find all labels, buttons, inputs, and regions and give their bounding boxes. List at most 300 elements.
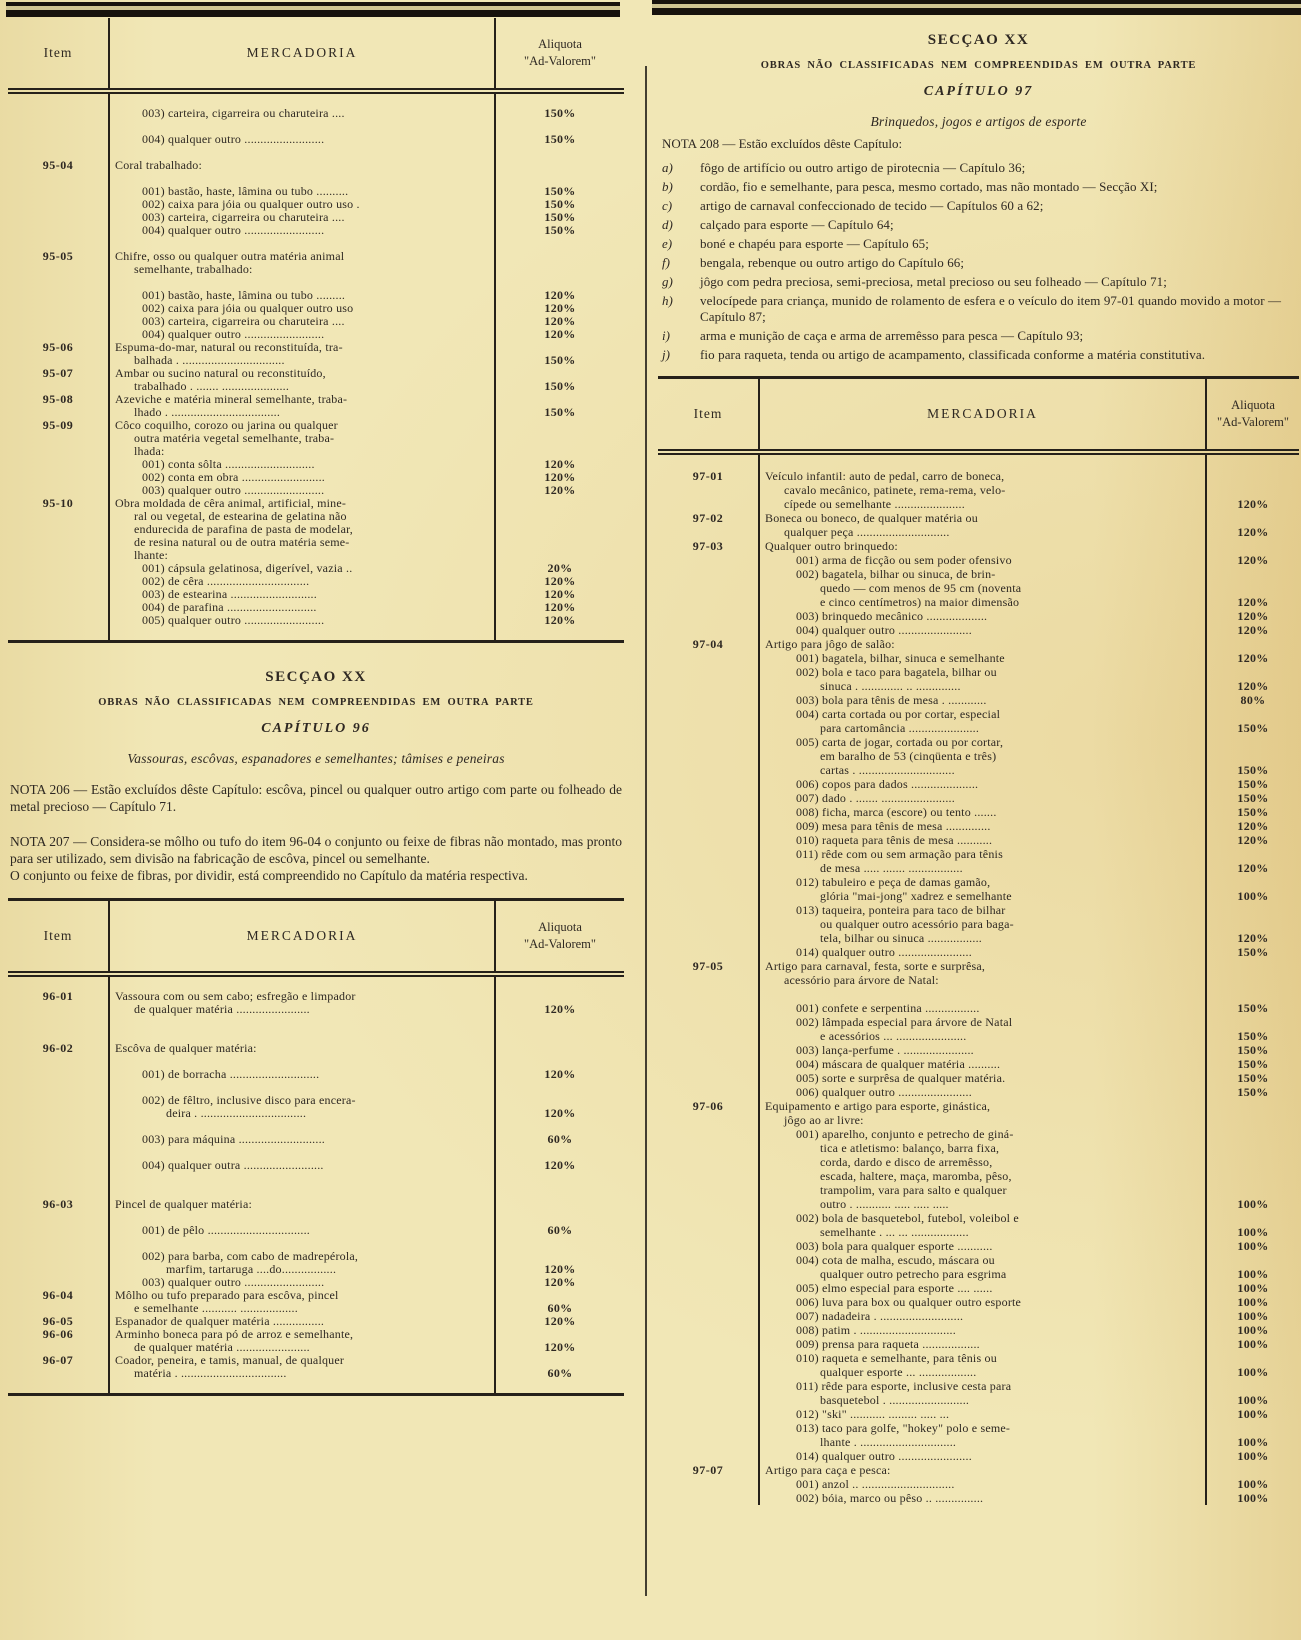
merchandise-text: 001) de pêlo ................................ [108, 1224, 496, 1237]
column-header-item [658, 379, 758, 449]
table-row [658, 525, 1299, 539]
column-header-mercadoria-label: MERCADORIA [246, 45, 358, 60]
rate-value: 120% [1237, 819, 1269, 833]
item-number [658, 1057, 758, 1071]
table-row [658, 1477, 1299, 1491]
table-row [658, 1421, 1299, 1435]
item-number [658, 1393, 758, 1407]
item-number: 95-04 [42, 158, 74, 172]
merchandise-text: 004) qualquer outro ......................... [108, 224, 496, 237]
merchandise-text: 008) patim . .............................. [758, 1323, 1207, 1337]
item-number [8, 627, 108, 640]
merchandise-text: balhada . ................................ [108, 354, 496, 367]
table-row [8, 1029, 624, 1042]
exclusion-text: jôgo com pedra preciosa, semi-preciosa, metal precioso ou seu folheado — Capítulo 71; [700, 274, 1167, 289]
rate-value: 120% [1237, 833, 1269, 847]
table-row [8, 1120, 624, 1133]
item-number [658, 1253, 758, 1267]
table-row [8, 224, 624, 237]
item-number [658, 623, 758, 637]
merchandise-text: 003) qualquer outro ......................... [108, 1276, 496, 1289]
table-row [8, 471, 624, 484]
rate-value: 120% [544, 1002, 576, 1016]
column-header-aliquota [496, 18, 624, 88]
item-number [658, 1127, 758, 1141]
merchandise-text [108, 1081, 496, 1094]
item-number [658, 1197, 758, 1211]
merchandise-text: qualquer peça ............................. [758, 525, 1207, 539]
merchandise-text [108, 1237, 496, 1250]
column-header-item [8, 901, 108, 971]
rate-value: 150% [1237, 777, 1269, 791]
table-row [8, 588, 624, 601]
column-header-aliquota [1207, 379, 1299, 449]
item-number [658, 651, 758, 665]
table-row [658, 1393, 1299, 1407]
rate-value: 150% [1237, 1029, 1269, 1043]
section-subtitle: OBRAS NÃO CLASSIFICADAS NEM COMPREENDIDAS EM OUTRA PARTE [98, 697, 534, 708]
rate-value: 120% [1237, 861, 1269, 875]
merchandise-text: 002) bagatela, bilhar ou sinuca, de brin- [758, 567, 1207, 581]
tariff-table-chapter-95 [8, 18, 624, 640]
rate-value: 100% [1237, 1281, 1269, 1295]
rate-value: 150% [1237, 1057, 1269, 1071]
rate-value: 100% [1237, 889, 1269, 903]
column-header-mercadoria-label: MERCADORIA [927, 406, 1038, 421]
merchandise-text [758, 987, 1207, 1001]
exclusion-text: calçado para esporte — Capítulo 64; [700, 217, 894, 232]
merchandise-text [108, 1016, 496, 1029]
rate-value [1207, 581, 1299, 595]
table-row [8, 1315, 624, 1328]
merchandise-text: Espuma-do-mar, natural ou reconstituída, tra- [108, 341, 496, 354]
merchandise-text: 004) qualquer outro ....................... [758, 623, 1207, 637]
table-row [8, 1224, 624, 1237]
table-row [8, 562, 624, 575]
section-title: SECÇAO XX [927, 32, 1030, 48]
table-body [8, 977, 624, 1393]
item-number: 97-05 [692, 959, 724, 973]
rate-value [1207, 749, 1299, 763]
item-number [658, 1323, 758, 1337]
table-row [658, 469, 1299, 483]
aliquota-label-line2: "Ad-Valorem" [524, 54, 596, 68]
nota-208: NOTA 208 — Estão excluídos dêste Capítulo: [662, 136, 903, 151]
item-number [658, 707, 758, 721]
table-row [658, 539, 1299, 553]
table-row [658, 707, 1299, 721]
merchandise-text: tica e atletismo: balanço, barra fixa, [758, 1141, 1207, 1155]
chapter-title: CAPÍTULO 96 [261, 721, 371, 736]
merchandise-text: 001) bastão, haste, lâmina ou tubo ......... [108, 289, 496, 302]
merchandise-text [108, 1029, 496, 1042]
merchandise-text: 001) de borracha ............................ [108, 1068, 496, 1081]
merchandise-text: 001) confete e serpentina ................. [758, 1001, 1207, 1015]
rate-value: 80% [1240, 693, 1266, 707]
table-row [658, 973, 1299, 987]
merchandise-text: 006) luva para box ou qualquer outro esporte [758, 1295, 1207, 1309]
rate-value [1207, 959, 1299, 973]
item-number [658, 1113, 758, 1127]
table-row [658, 1197, 1299, 1211]
rate-value: 120% [544, 1158, 576, 1172]
merchandise-text [758, 455, 1207, 469]
tariff-table-chapter-96 [8, 901, 624, 1393]
table-row [8, 1276, 624, 1289]
merchandise-text: 003) brinquedo mecânico ................... [758, 609, 1207, 623]
rate-value: 150% [1237, 1001, 1269, 1015]
rate-value [1207, 1183, 1299, 1197]
merchandise-text: 007) nadadeira . .......................... [758, 1309, 1207, 1323]
merchandise-text: 003) bola para qualquer esporte ........... [758, 1239, 1207, 1253]
merchandise-text [108, 627, 496, 640]
rate-value [1207, 539, 1299, 553]
merchandise-text: lhante . .............................. [758, 1435, 1207, 1449]
merchandise-text: lhante: [108, 549, 496, 562]
table-row [8, 367, 624, 380]
rate-value: 60% [547, 1301, 573, 1315]
item-number [658, 525, 758, 539]
table-row [658, 511, 1299, 525]
item-number [658, 735, 758, 749]
table-body [8, 94, 624, 640]
merchandise-text: cartas . .............................. [758, 763, 1207, 777]
item-number [658, 1267, 758, 1281]
table-row [8, 1133, 624, 1146]
rate-value [1207, 903, 1299, 917]
rate-value [496, 627, 624, 640]
item-number [658, 1477, 758, 1491]
item-number: 96-02 [42, 1041, 74, 1055]
table-row [8, 159, 624, 172]
merchandise-text: Qualquer outro brinquedo: [758, 539, 1207, 553]
table-row [658, 1099, 1299, 1113]
merchandise-text: deira . ................................. [108, 1107, 496, 1120]
rate-value [1207, 973, 1299, 987]
table-row [8, 393, 624, 406]
merchandise-text: 011) rêde com ou sem armação para tênis [758, 847, 1207, 861]
merchandise-text: matéria . ................................. [108, 1367, 496, 1380]
item-number [658, 1085, 758, 1099]
merchandise-text: 001) aparelho, conjunto e petrecho de giná- [758, 1127, 1207, 1141]
item-number [658, 889, 758, 903]
merchandise-text [108, 276, 496, 289]
table-row [658, 1211, 1299, 1225]
exclusion-text: bengala, rebenque ou outro artigo do Capítulo 66; [700, 255, 965, 270]
exclusion-text: artigo de carnaval confeccionado de tecido — Capítulos 60 a 62; [700, 198, 1044, 213]
table-row [658, 721, 1299, 735]
aliquota-label-line2: "Ad-Valorem" [524, 937, 596, 951]
table-row [658, 847, 1299, 861]
merchandise-text: Coador, peneira, e tamis, manual, de qualquer [108, 1354, 496, 1367]
table-row [658, 637, 1299, 651]
chapter-subject: Vassouras, escôvas, espanadores e semelhantes; tâmises e peneiras [127, 751, 505, 766]
page-edge-bar-left [6, 2, 620, 17]
merchandise-text [108, 172, 496, 185]
table-row [8, 406, 624, 419]
exclusion-letter: b) [662, 179, 673, 194]
merchandise-text: ral ou vegetal, de estearina de gelatina não [108, 510, 496, 523]
merchandise-text: 002) conta em obra .......................... [108, 471, 496, 484]
merchandise-text: Vassoura com ou sem cabo; esfregão e limpador [108, 990, 496, 1003]
rate-value: 120% [544, 1340, 576, 1354]
table-header-row [658, 379, 1299, 449]
rate-value [1207, 847, 1299, 861]
table-row [8, 1367, 624, 1380]
merchandise-text: Arminho boneca para pó de arroz e semelhante, [108, 1328, 496, 1341]
rate-value: 150% [544, 197, 576, 211]
table-row [658, 1057, 1299, 1071]
table-row [8, 172, 624, 185]
merchandise-text: 003) qualquer outro ......................... [108, 484, 496, 497]
merchandise-text: 010) raqueta para tênis de mesa ........... [758, 833, 1207, 847]
exclusion-text: cordão, fio e semelhante, para pesca, mesmo cortado, mas não montado — Secção XI; [700, 179, 1158, 194]
merchandise-text: 002) de cêra ................................ [108, 575, 496, 588]
merchandise-text: 002) caixa para jóia ou qualquer outro uso . [108, 198, 496, 211]
rate-value: 150% [544, 132, 576, 146]
item-number [658, 875, 758, 889]
table-row [658, 1365, 1299, 1379]
exclusion-text: boné e chapéu para esporte — Capítulo 65; [700, 236, 929, 251]
column-header-item-label: Item [43, 928, 73, 943]
merchandise-text: Ambar ou sucino natural ou reconstituído, [108, 367, 496, 380]
table-row [658, 1225, 1299, 1239]
rate-value: 120% [544, 483, 576, 497]
rate-value: 100% [1237, 1197, 1269, 1211]
rate-value [1207, 1155, 1299, 1169]
table-row [658, 1001, 1299, 1015]
item-number [658, 819, 758, 833]
merchandise-text: 012) tabuleiro e peça de damas gamão, [758, 875, 1207, 889]
table-row [8, 1211, 624, 1224]
table-row [658, 959, 1299, 973]
merchandise-text [108, 146, 496, 159]
column-header-aliquota [496, 901, 624, 971]
rate-value: 120% [1237, 623, 1269, 637]
rate-value [1207, 735, 1299, 749]
table-row [8, 107, 624, 120]
nota-206: NOTA 206 — Estão excluídos dêste Capítulo: escôva, pincel ou qualquer outro artigo com parte ou folheado de metal precioso — Capítulo 71. [10, 782, 622, 814]
spacer [8, 884, 624, 898]
rate-value [1207, 1463, 1299, 1477]
merchandise-text: 003) carteira, cigarreira ou charuteira .... [108, 211, 496, 224]
rate-value: 100% [1237, 1477, 1269, 1491]
table-row [658, 875, 1299, 889]
item-number [658, 483, 758, 497]
table-row [658, 791, 1299, 805]
table-row [658, 1435, 1299, 1449]
table-row [658, 1015, 1299, 1029]
merchandise-text: outra matéria vegetal semelhante, traba- [108, 432, 496, 445]
table-row [8, 549, 624, 562]
table-row [658, 483, 1299, 497]
rate-value: 120% [544, 574, 576, 588]
rate-value: 150% [1237, 721, 1269, 735]
merchandise-text: outro . ........... ..... ..... ..... [758, 1197, 1207, 1211]
item-number [658, 1001, 758, 1015]
merchandise-text: Veículo infantil: auto de pedal, carro de boneca, [758, 469, 1207, 483]
item-number: 96-03 [42, 1197, 74, 1211]
merchandise-text: 001) bagatela, bilhar, sinuca e semelhante [758, 651, 1207, 665]
table-row [8, 1380, 624, 1393]
rate-value [1207, 1127, 1299, 1141]
rate-value: 120% [544, 457, 576, 471]
table-row [658, 1043, 1299, 1057]
item-number [658, 1155, 758, 1169]
merchandise-text: 001) arma de ficção ou sem poder ofensivo [758, 553, 1207, 567]
column-header-item [8, 18, 108, 88]
merchandise-text: e semelhante ........... .................. [108, 1302, 496, 1315]
merchandise-text [108, 1146, 496, 1159]
table-bottom-rule [8, 640, 624, 643]
item-number [658, 805, 758, 819]
table-bottom-rule [8, 1393, 624, 1396]
rate-value [1207, 1015, 1299, 1029]
table-row [658, 945, 1299, 959]
merchandise-text: 004) de parafina ............................ [108, 601, 496, 614]
rate-value: 20% [547, 561, 573, 575]
table-row [8, 328, 624, 341]
merchandise-text: Chifre, osso ou qualquer outra matéria animal [108, 250, 496, 263]
merchandise-text: marfim, tartaruga ....do................. [108, 1263, 496, 1276]
merchandise-text: trampolim, vara para salto e qualquer [758, 1183, 1207, 1197]
item-number [658, 1379, 758, 1393]
table-row [8, 1042, 624, 1055]
exclusion-item [658, 347, 1299, 363]
rate-value: 100% [1237, 1393, 1269, 1407]
rate-value: 120% [1237, 651, 1269, 665]
table-row [8, 1250, 624, 1263]
rate-value: 60% [547, 1223, 573, 1237]
section-subtitle: OBRAS NÃO CLASSIFICADAS NEM COMPREENDIDAS EM OUTRA PARTE [760, 60, 1197, 71]
table-row [658, 861, 1299, 875]
rate-value [1207, 1211, 1299, 1225]
table-row [658, 553, 1299, 567]
item-number: 97-06 [692, 1099, 724, 1113]
table-row [658, 735, 1299, 749]
table-row [658, 749, 1299, 763]
rate-value: 100% [1237, 1225, 1269, 1239]
table-row [8, 432, 624, 445]
spacer [658, 362, 1299, 376]
table-row [658, 679, 1299, 693]
rate-value [1207, 637, 1299, 651]
table-row [658, 1071, 1299, 1085]
merchandise-text [108, 94, 496, 107]
exclusion-letter: i) [662, 327, 670, 343]
section-96-heading [8, 669, 624, 884]
table-row [8, 380, 624, 393]
merchandise-text: 004) cota de malha, escudo, máscara ou [758, 1253, 1207, 1267]
merchandise-text [108, 1380, 496, 1393]
rate-value [1207, 1253, 1299, 1267]
table-row [8, 1263, 624, 1276]
merchandise-text: 002) bola de basquetebol, futebol, voleibol e [758, 1211, 1207, 1225]
rate-value: 150% [1237, 763, 1269, 777]
merchandise-text: 002) caixa para jóia ou qualquer outro uso [108, 302, 496, 315]
table-row [658, 693, 1299, 707]
table-row [8, 1094, 624, 1107]
merchandise-text: Môlho ou tufo preparado para escôva, pincel [108, 1289, 496, 1302]
merchandise-text: Equipamento e artigo para esporte, ginástica, [758, 1099, 1207, 1113]
table-row [8, 419, 624, 432]
item-number [658, 917, 758, 931]
merchandise-text: sinuca . ............. .. .............. [758, 679, 1207, 693]
table-row [658, 1141, 1299, 1155]
rate-value: 120% [544, 470, 576, 484]
rate-value: 150% [544, 106, 576, 120]
table-row [658, 1337, 1299, 1351]
table-row [8, 1185, 624, 1198]
table-row [658, 931, 1299, 945]
merchandise-text: endurecida de parafina de pasta de modelar, [108, 523, 496, 536]
rate-value: 150% [544, 405, 576, 419]
merchandise-text: qualquer esporte ... .................. [758, 1365, 1207, 1379]
table-row [658, 1239, 1299, 1253]
rate-value: 100% [1237, 1295, 1269, 1309]
item-number [658, 497, 758, 511]
item-number [658, 1435, 758, 1449]
merchandise-text: 002) para barba, com cabo de madrepérola, [108, 1250, 496, 1263]
rate-value: 120% [1237, 931, 1269, 945]
exclusion-letter: a) [662, 160, 673, 175]
merchandise-text: 004) carta cortada ou por cortar, especial [758, 707, 1207, 721]
rate-value [1207, 917, 1299, 931]
table-row [658, 595, 1299, 609]
table-row [658, 1323, 1299, 1337]
merchandise-text: 007) dado . ....... ....................... [758, 791, 1207, 805]
merchandise-text: 004) máscara de qualquer matéria .......... [758, 1057, 1207, 1071]
exclusion-item [658, 198, 1299, 214]
item-number: 95-07 [42, 366, 74, 380]
merchandise-text: 003) carteira, cigarreira ou charuteira .... [108, 107, 496, 120]
table-row [8, 146, 624, 159]
merchandise-text [108, 1055, 496, 1068]
item-number [658, 1225, 758, 1239]
table-row [658, 623, 1299, 637]
rate-value [1207, 511, 1299, 525]
item-number [8, 1380, 108, 1393]
exclusion-text: velocípede para criança, munido de rolamento de esfera e o veículo do item 97-01 quando movido a motor — Capítulo 87; [700, 293, 1282, 324]
merchandise-text [108, 1120, 496, 1133]
chapter-title: CAPÍTULO 97 [923, 84, 1034, 99]
table-row [8, 1328, 624, 1341]
item-number [658, 1491, 758, 1505]
merchandise-text: e cinco centímetros) na maior dimensão [758, 595, 1207, 609]
column-header-item-label: Item [693, 406, 723, 421]
merchandise-text: jôgo ao ar livre: [758, 1113, 1207, 1127]
item-number: 96-07 [42, 1353, 74, 1367]
rate-value: 120% [544, 1314, 576, 1328]
table-row [658, 1127, 1299, 1141]
table-row [8, 1172, 624, 1185]
rate-value: 150% [1237, 1043, 1269, 1057]
merchandise-text: semelhante . ... ... .................. [758, 1225, 1207, 1239]
merchandise-text: semelhante, trabalhado: [108, 263, 496, 276]
table-row [658, 1407, 1299, 1421]
table-row [8, 315, 624, 328]
merchandise-text: Boneca ou boneco, de qualquer matéria ou [758, 511, 1207, 525]
rate-value [1207, 469, 1299, 483]
merchandise-text: lhado . .................................. [108, 406, 496, 419]
table-row [8, 289, 624, 302]
merchandise-text: 006) copos para dados ..................... [758, 777, 1207, 791]
merchandise-text: em baralho de 53 (cinqüenta e três) [758, 749, 1207, 763]
table-row [8, 354, 624, 367]
exclusion-letter: e) [662, 236, 673, 251]
rate-value [1207, 1379, 1299, 1393]
table-row [8, 510, 624, 523]
